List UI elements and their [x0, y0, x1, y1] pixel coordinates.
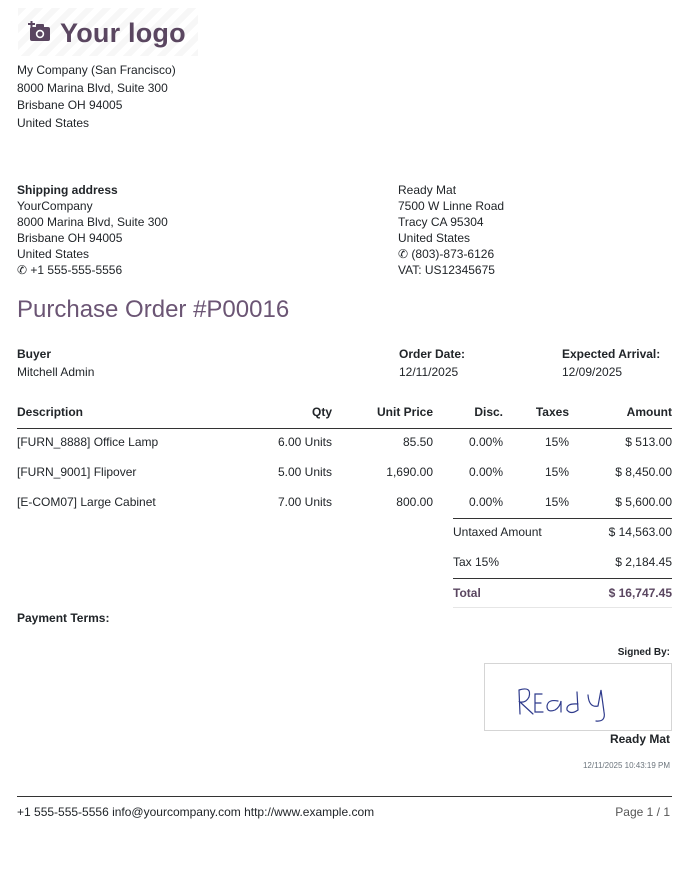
company-logo — [28, 14, 186, 52]
phone-icon: ✆ — [17, 263, 28, 277]
payment-terms-label: Payment Terms: — [17, 611, 110, 625]
signature-box — [484, 663, 672, 731]
vendor-city: Tracy CA 95304 — [398, 215, 484, 229]
total-value: $ 16,747.45 — [608, 586, 672, 600]
header-taxes: Taxes — [535, 405, 569, 419]
company-city: Brisbane OH 94005 — [17, 98, 123, 112]
table-row — [17, 429, 672, 459]
expected-arrival-label: Expected Arrival: — [562, 347, 661, 361]
camera-add-icon — [28, 21, 52, 46]
vendor-name: Ready Mat — [398, 183, 457, 197]
vendor-country: United States — [398, 231, 471, 245]
table-header — [17, 402, 672, 429]
vendor-phone-line — [398, 246, 504, 262]
order-lines-table — [17, 402, 672, 519]
signed-timestamp: 12/11/2025 10:43:19 PM — [582, 761, 670, 770]
untaxed-label: Untaxed Amount — [453, 525, 542, 539]
phone-icon: ✆ — [398, 247, 409, 261]
row-amount: $ 8,450.00 — [615, 465, 672, 479]
footer-divider — [17, 796, 672, 797]
row-disc: 0.00% — [468, 435, 503, 449]
company-address — [17, 62, 176, 132]
shipping-heading: Shipping address — [17, 183, 118, 197]
row-qty: 6.00 Units — [277, 435, 332, 449]
shipping-address — [17, 182, 168, 278]
row-disc: 0.00% — [468, 495, 503, 509]
table-row — [17, 489, 672, 519]
signature-image — [485, 664, 671, 730]
buyer-block — [17, 345, 94, 381]
row-description: [FURN_9001] Flipover — [17, 465, 137, 479]
row-unit-price: 85.50 — [402, 435, 433, 449]
untaxed-value: $ 14,563.00 — [608, 525, 672, 539]
company-country: United States — [17, 115, 90, 130]
shipping-phone-line — [17, 262, 168, 278]
row-qty: 5.00 Units — [277, 465, 332, 479]
order-date-value: 12/11/2025 — [399, 365, 459, 379]
row-taxes: 15% — [544, 465, 569, 479]
signer-name: Ready Mat — [609, 732, 670, 746]
totals-bottom-divider — [453, 607, 672, 608]
header-unit-price: Unit Price — [376, 405, 433, 419]
shipping-city: Brisbane OH 94005 — [17, 231, 123, 245]
company-street: 8000 Marina Blvd, Suite 300 — [17, 80, 168, 95]
footer-contact: +1 555-555-5556 info@yourcompany.com http://www.example.com — [17, 805, 375, 819]
buyer-value: Mitchell Admin — [17, 365, 95, 379]
row-amount: $ 513.00 — [625, 435, 672, 449]
order-date-block — [399, 345, 465, 381]
page-title: Purchase Order #P00016 — [17, 296, 290, 323]
row-taxes: 15% — [544, 495, 569, 509]
shipping-phone: +1 555-555-5556 — [30, 263, 123, 277]
header-amount: Amount — [626, 405, 672, 419]
expected-arrival-block — [562, 345, 660, 381]
tax-row — [453, 548, 672, 578]
logo-text: Your logo — [60, 17, 186, 48]
buyer-label: Buyer — [17, 347, 52, 361]
vendor-vat: VAT: US12345675 — [398, 263, 495, 277]
shipping-country: United States — [17, 247, 90, 261]
total-row — [453, 579, 672, 609]
expected-arrival-value: 12/09/2025 — [562, 365, 623, 379]
untaxed-amount-row — [453, 518, 672, 548]
row-disc: 0.00% — [468, 465, 503, 479]
row-amount: $ 5,600.00 — [615, 495, 672, 509]
header-disc: Disc. — [474, 405, 503, 419]
header-qty: Qty — [311, 405, 332, 419]
table-row — [17, 459, 672, 489]
header-description: Description — [17, 405, 84, 419]
signed-by-label: Signed By: — [617, 647, 670, 658]
row-unit-price: 800.00 — [396, 495, 433, 509]
vendor-address — [398, 182, 504, 278]
row-taxes: 15% — [544, 435, 569, 449]
footer-page-number: Page 1 / 1 — [615, 805, 670, 819]
vendor-phone: (803)-873-6126 — [411, 247, 495, 261]
row-description: [E-COM07] Large Cabinet — [17, 495, 156, 509]
shipping-name: YourCompany — [17, 199, 93, 213]
order-date-label: Order Date: — [399, 347, 466, 361]
row-description: [FURN_8888] Office Lamp — [17, 435, 159, 449]
vendor-street: 7500 W Linne Road — [398, 199, 505, 213]
company-name: My Company (San Francisco) — [17, 63, 176, 77]
tax-value: $ 2,184.45 — [615, 555, 672, 569]
shipping-street: 8000 Marina Blvd, Suite 300 — [17, 215, 168, 229]
row-qty: 7.00 Units — [277, 495, 332, 509]
total-label: Total — [453, 586, 481, 600]
row-unit-price: 1,690.00 — [386, 465, 433, 479]
tax-label: Tax 15% — [453, 555, 500, 569]
